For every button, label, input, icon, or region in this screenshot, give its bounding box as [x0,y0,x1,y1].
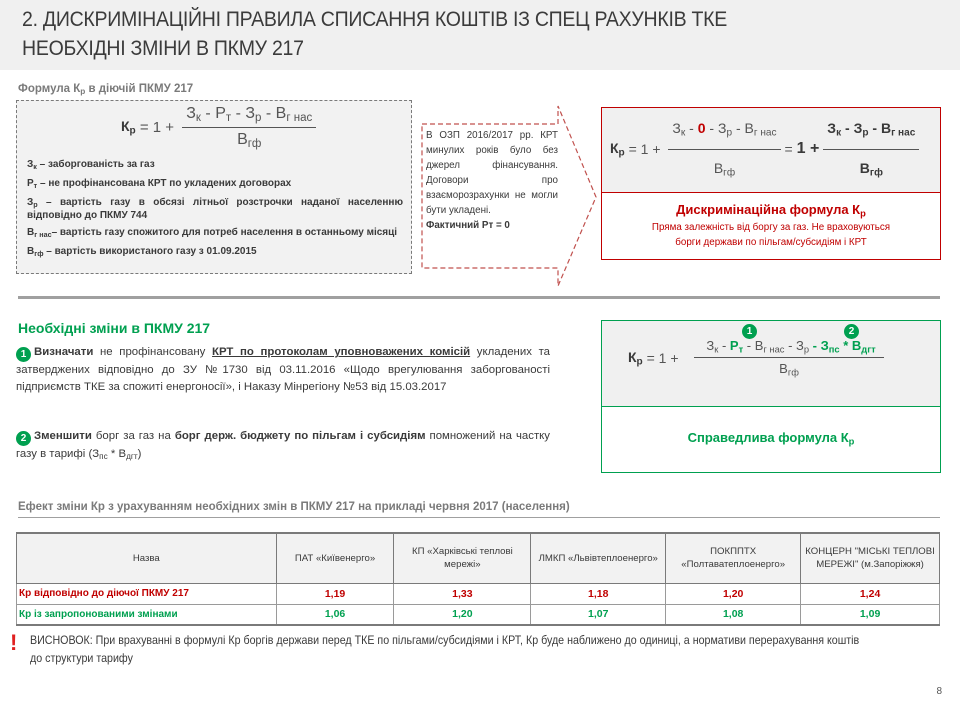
term: - [685,120,698,136]
number-badge-2: 2 [16,431,31,446]
header-cell: ЛМКП «Львівтеплоенерго» [531,533,666,583]
item-text: ) [137,448,142,460]
term: - В [732,120,754,136]
item-text: * В [107,448,127,460]
def-sub: р [33,199,38,209]
note-bold: Фактичний Рт = 0 [426,220,510,231]
value-cell: 1,09 [801,604,940,625]
term-sub: к [714,344,719,355]
term-sub: г нас [891,127,916,139]
kp-sub: р [618,147,625,159]
table-header-row [17,533,940,583]
header-cell: ПАТ «Київенерго» [276,533,394,583]
term-sub: г нас [753,127,777,139]
term-highlight: * В [839,338,862,353]
item-underlined: КРТ по протоколам уповноважених комісій [212,346,471,358]
def-text: – вартість газу спожитого для потреб населення в останньому місяці [51,227,398,239]
term: З [672,120,681,136]
current-formula-label [18,83,193,96]
kp-symbol [628,349,643,368]
def-symbol: З [27,159,34,170]
term: В [859,159,870,176]
fraction-2 [823,120,919,178]
value-cell: 1,18 [531,583,666,604]
title-sub: р [860,208,866,219]
table-row [17,604,940,625]
value-cell: 1,08 [666,604,801,625]
discriminative-description [602,220,940,250]
term-sub: пс [828,344,840,355]
term: З [706,338,715,353]
def-symbol: В [27,246,35,258]
current-formula [121,105,316,150]
term: - В [261,105,287,122]
exclamation-icon: ! [10,630,18,655]
item-text: укладених та затверджених відповідно до ЗУ №1730 від 03.11.2016 «Щодо врегулювання заборгованості підприємств ТКЕ за спожиті енергоносії», і Наказу Мінрегіону №53 від 15.03.2017 [16,346,550,393]
def-sub: к [33,161,37,171]
term-highlight: Р [729,338,739,353]
equals-one-plus: = 1 + [624,141,665,158]
denominator [182,127,316,150]
def-sub: г нас [34,230,52,240]
denominator [694,357,883,377]
title-text: Справедлива формула К [687,430,849,445]
title-bar [0,0,960,70]
arrow-note [426,128,558,233]
term-sub: гф [787,367,799,378]
term: - З [784,338,804,353]
row-name: Кр відповідно до діючої ПКМУ 217 [17,583,277,604]
kp-sub: р [636,356,643,368]
one-plus: 1 + [796,140,820,158]
title-sub: р [848,436,855,447]
header-cell: Назва [17,533,277,583]
discriminative-formula [610,120,919,178]
slide-title-line2: НЕОБХІДНІ ЗМІНИ В ПКМУ 217 [22,37,304,60]
term-sub: р [255,111,262,124]
table-row [17,583,940,604]
header-cell: КОНЦЕРН "МІСЬКІ ТЕПЛОВІ МЕРЕЖІ" (м.Запоріжжя) [801,533,940,583]
discriminative-formula-area [602,108,940,193]
denominator [823,149,919,179]
title-text: Дискримінаційна формула К [676,202,861,217]
denominator [668,149,780,179]
effect-divider [18,517,940,518]
value-cell: 1,24 [801,583,940,604]
def-text: – заборгованість за газ [36,159,155,170]
kp-symbol [121,118,136,137]
equals-one-plus: = 1 + [135,118,179,136]
term-sub: к [195,111,201,124]
term: - Р [200,105,226,122]
term-sub: р [862,127,869,139]
numerator [823,120,919,149]
term-sub: гф [723,167,736,179]
def-text: – не профінансована КРТ по укладених договорах [37,177,292,189]
discriminative-title [602,202,940,218]
term-sub: гф [869,167,883,179]
fraction [694,338,883,378]
definition-item [27,246,403,260]
definition-item [27,227,403,241]
item-text: борг за газ на [91,430,175,442]
change-item-1 [16,344,550,396]
term-sub: к [836,127,842,139]
item-bold: Визначати [34,346,94,358]
def-sub: гф [34,248,44,258]
item-text: не профінансовану [93,346,213,358]
section-divider [18,296,940,299]
term: - В [743,338,764,353]
term: - З [841,120,863,136]
change-item-2 [16,428,550,465]
value-cell: 1,19 [276,583,394,604]
zero-term: 0 [697,120,706,136]
numerator [182,105,316,127]
item-bold: Зменшити [34,430,92,442]
discriminative-formula-box [601,107,941,260]
term-sub: т [738,344,744,355]
kp-letter: К [628,348,637,365]
term-sub: г нас [286,111,313,124]
note-text: В ОЗП 2016/2017 рр. КРТ минулих років було без джерел фінансування. Договори про взаєморозрахунки не могли бути укладені. [426,130,558,216]
equals-one-plus: = 1 + [642,349,683,366]
def-symbol: З [27,196,34,208]
equals: = [784,141,797,158]
row-name: Кр із запропонованими змінами [17,604,277,625]
definitions-list [27,159,403,265]
fraction [182,105,316,150]
term: - З [705,120,727,136]
value-cell: 1,07 [531,604,666,625]
term: В [237,130,248,148]
value-cell: 1,20 [394,604,531,625]
effect-table [16,532,940,626]
page-number: 8 [936,686,942,697]
term-sub: т [225,111,232,124]
term-sub: р [726,127,733,139]
desc-line: Пряма залежність від боргу за газ. Не враховуються [651,222,891,234]
term: - В [868,120,892,136]
term-sub: дгт [861,344,876,355]
kp-sub: р [129,125,136,137]
definition-item [27,178,403,192]
kp-letter: К [121,118,130,135]
def-symbol: Р [27,177,34,189]
current-formula-box [16,100,412,274]
def-text: – вартість газу в обсязі літньої розстрочки наданої населенню відповідно до ПКМУ 744 [27,196,403,222]
effect-label: Ефект зміни Кр з урахуванням необхідних змін в ПКМУ 217 на прикладі червня 2017 (населення) [18,501,570,513]
header-cell: КП «Харківські теплові мережі» [394,533,531,583]
kp-letter: К [610,139,619,156]
kp-symbol [610,140,625,159]
item-sub: дгт [126,452,138,462]
definition-item [27,159,403,173]
fair-formula [628,338,884,378]
desc-line: борги держави по пільгам/субсидіям і КРТ [675,237,867,249]
value-cell: 1,06 [276,604,394,625]
slide-title-line1: 2. ДИСКРИМІНАЦІЙНІ ПРАВИЛА СПИСАННЯ КОШТІВ ІЗ СПЕЦ РАХУНКІВ ТКЕ [22,8,727,31]
label-text-post: в діючій ПКМУ 217 [85,83,194,95]
header-cell: ПОКППТХ «Полтаватеплоенерго» [666,533,801,583]
fair-formula-box [601,320,941,473]
term: - З [231,105,256,122]
conclusion [10,632,940,668]
numerator [668,120,780,149]
item-bold: борг держ. бюджету по пільгам і субсидіям [174,430,426,442]
term: З [827,120,837,136]
term: В [713,159,724,176]
term-sub: к [680,127,686,139]
term-sub: гф [247,137,262,150]
term-sub: р [803,344,810,355]
conclusion-text: ВИСНОВОК: При врахуванні в формулі Кр боргів держави перед ТКЕ по пільгами/субсидіями і КРТ, Кр буде наближено до одиниці, а нормативи перерахування коштів до структури тарифу [30,634,860,665]
number-badge-1: 1 [16,347,31,362]
term-sub: г нас [763,344,785,355]
term: - [718,338,730,353]
label-sub: р [80,87,86,97]
numerator [694,338,883,357]
number-badge-2: 2 [844,324,859,339]
value-cell: 1,20 [666,583,801,604]
def-symbol: В [27,227,35,239]
term-highlight: - З [809,338,829,353]
changes-heading: Необхідні зміни в ПКМУ 217 [18,320,211,336]
fair-formula-area [602,321,940,407]
item-sub: пс [99,452,108,462]
definition-item [27,197,403,223]
fraction-1 [668,120,780,178]
value-cell: 1,33 [394,583,531,604]
label-text: Формула К [18,83,81,95]
def-text: – вартість використаного газу з 01.09.2015 [43,246,257,258]
number-badge-1: 1 [742,324,757,339]
item-text: помножений на частку газу в тарифі (З [16,430,550,460]
term: З [186,105,196,122]
def-sub: т [33,180,38,190]
fair-title [602,430,940,446]
term: В [779,361,788,377]
